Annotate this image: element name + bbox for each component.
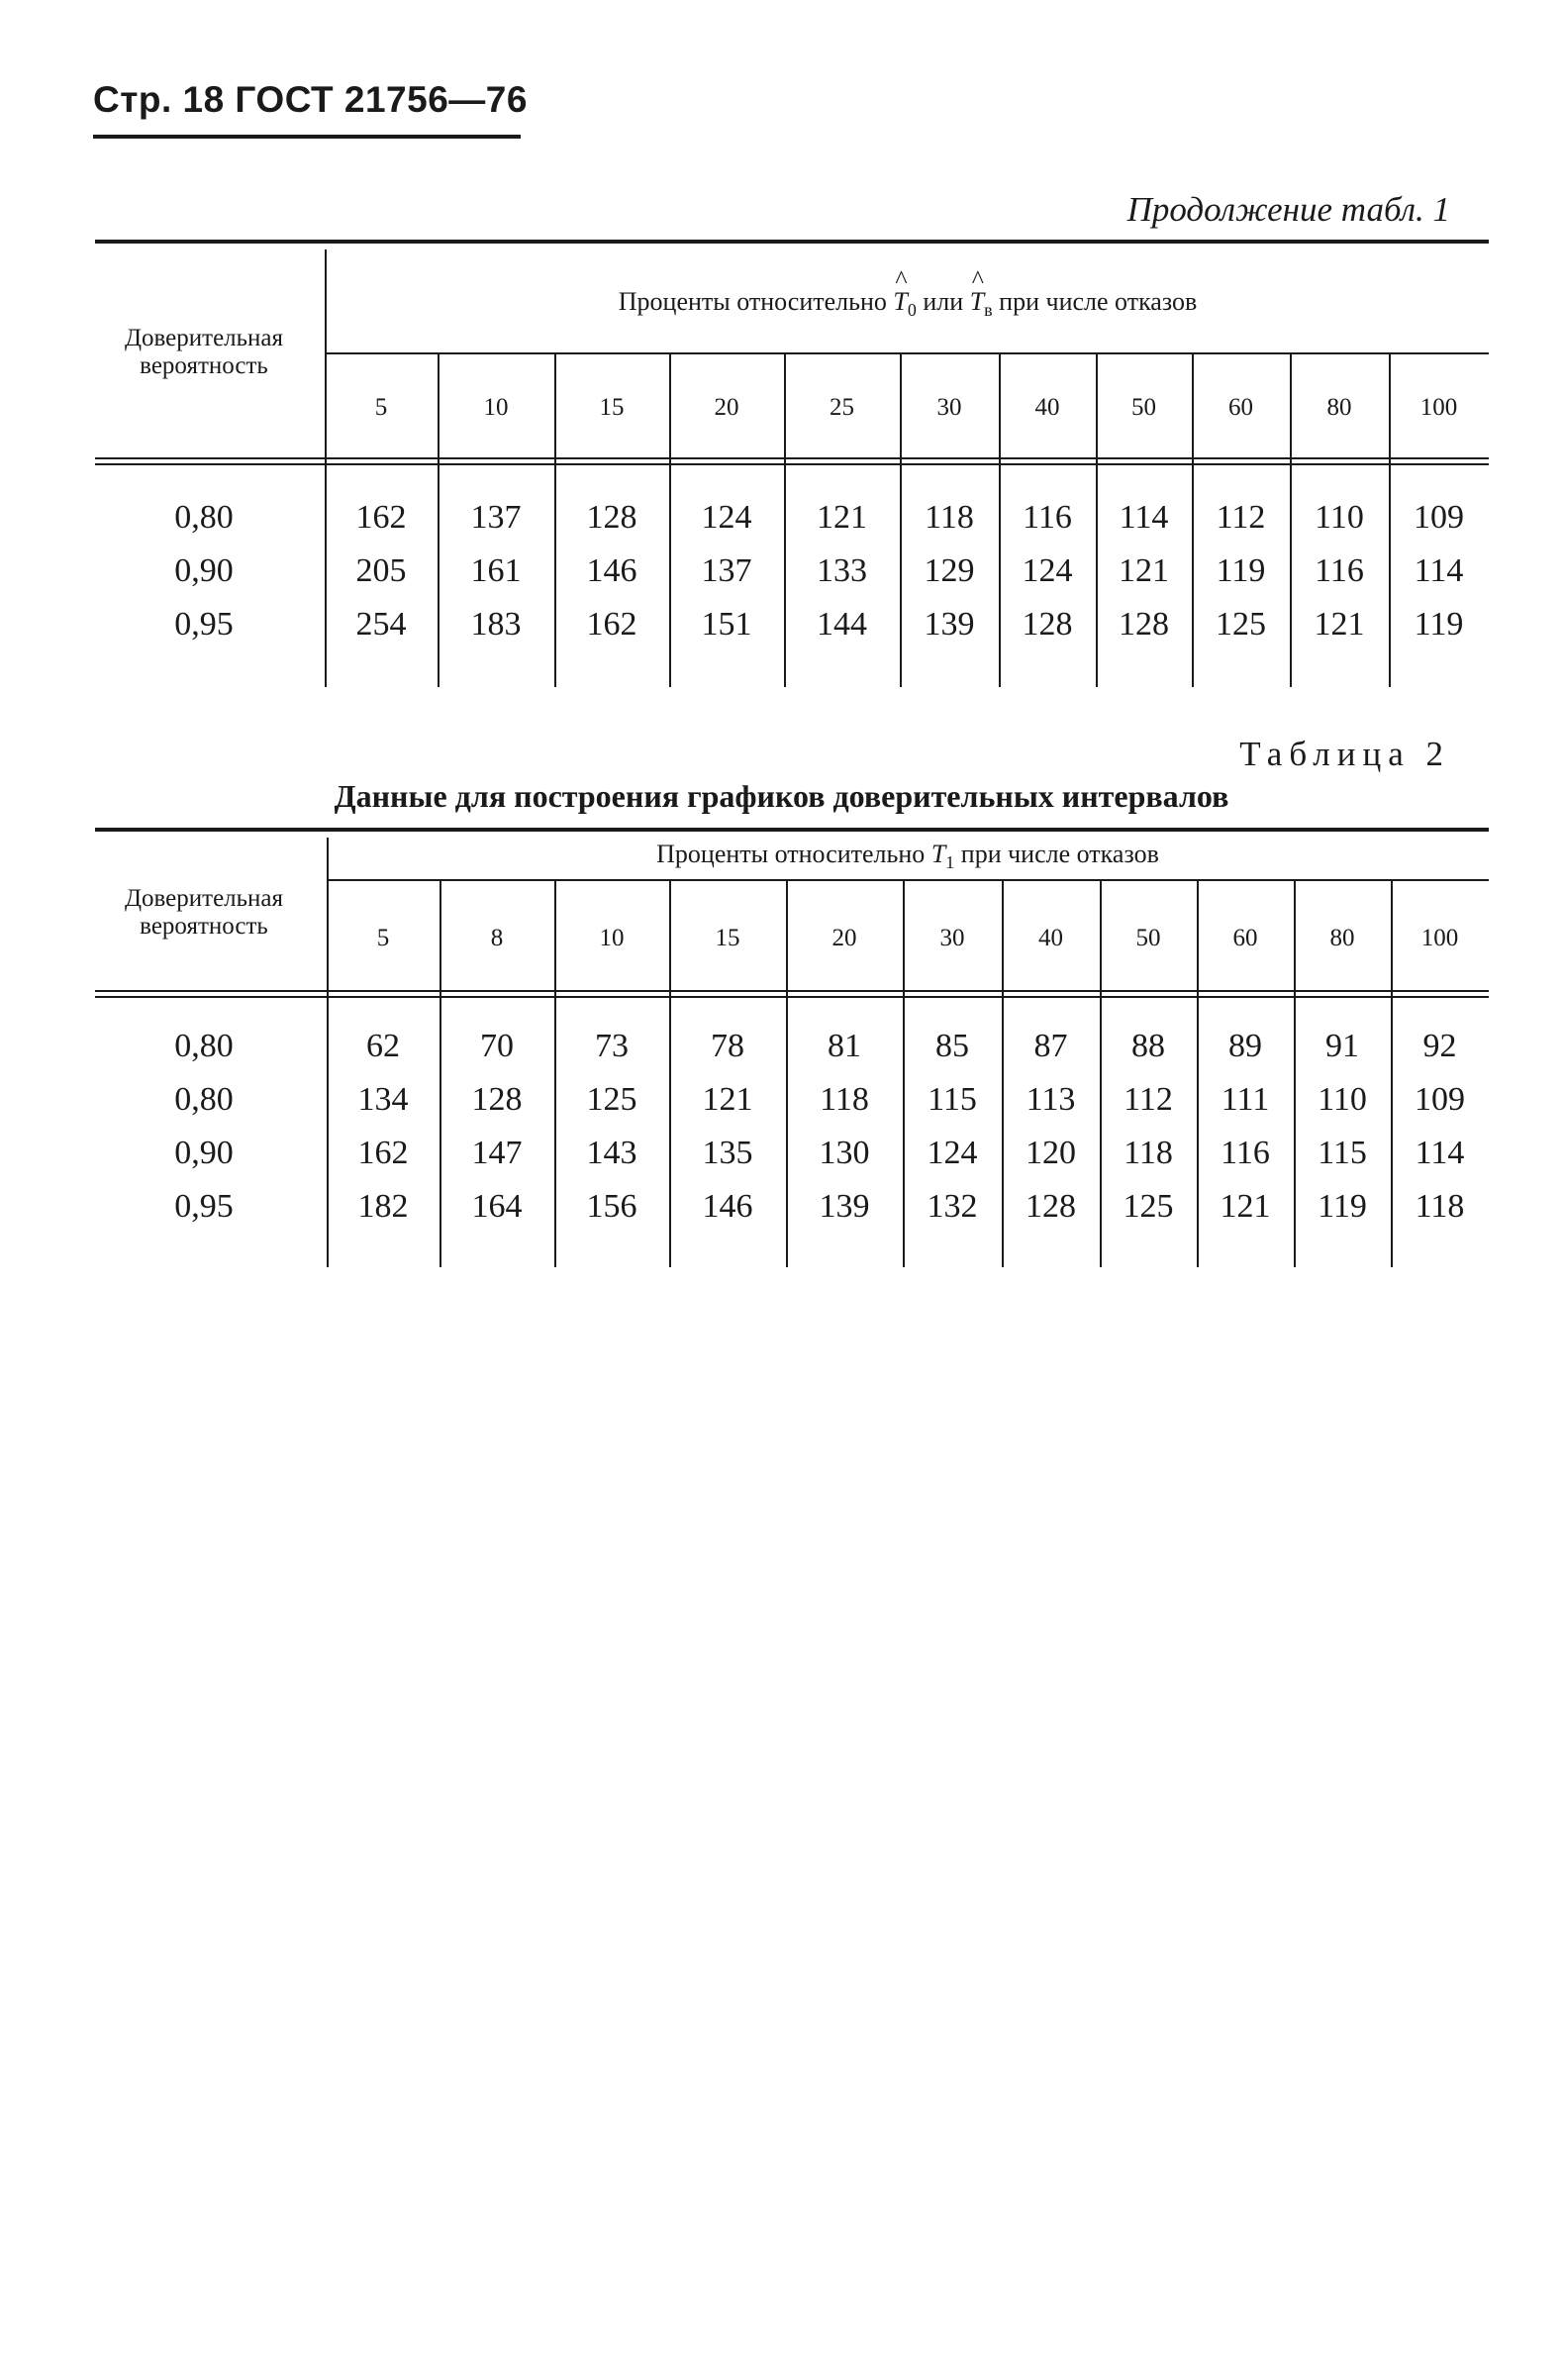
table-cell: 128 xyxy=(1119,606,1169,643)
table2-number: Таблица 2 xyxy=(1239,735,1450,773)
table-cell: 124 xyxy=(927,1135,978,1171)
row-label: 0,80 xyxy=(174,1028,234,1064)
table-cell: 121 xyxy=(702,1081,753,1118)
table-cell: 151 xyxy=(701,606,752,643)
table-cell: 118 xyxy=(1415,1188,1465,1225)
table1-continuation-label: Продолжение табл. 1 xyxy=(1126,190,1450,229)
table2 xyxy=(95,828,1489,1267)
table-cell: 183 xyxy=(470,606,522,643)
table-cell: 120 xyxy=(1026,1135,1076,1171)
table-cell: 118 xyxy=(925,499,974,536)
table-cell: 121 xyxy=(1119,552,1169,589)
hat-mark: ^ xyxy=(895,265,908,294)
table-cell: 125 xyxy=(586,1081,637,1118)
stub-header-line: вероятность xyxy=(140,352,268,379)
column-header: 15 xyxy=(599,394,625,421)
column-header: 100 xyxy=(1419,394,1458,421)
column-header: 25 xyxy=(830,394,854,421)
table-cell: 110 xyxy=(1318,1081,1367,1118)
table-cell: 146 xyxy=(586,552,637,589)
table-cell: 205 xyxy=(355,552,407,589)
row-label: 0,90 xyxy=(174,1135,234,1171)
table-cell: 143 xyxy=(586,1135,637,1171)
column-header: 20 xyxy=(831,925,857,951)
column-header: 8 xyxy=(490,925,504,951)
table1-top-rule xyxy=(95,240,1489,244)
column-header: 10 xyxy=(483,394,509,421)
table-cell: 85 xyxy=(935,1028,969,1064)
table-cell: 115 xyxy=(1318,1135,1367,1171)
symbol-subscript: 1 xyxy=(945,852,955,872)
table-cell: 109 xyxy=(1415,1081,1465,1118)
table-cell: 121 xyxy=(817,499,867,536)
symbol-letter: T xyxy=(893,287,908,316)
table-cell: 119 xyxy=(1414,606,1464,643)
table-cell: 116 xyxy=(1221,1135,1270,1171)
table-cell: 92 xyxy=(1422,1028,1457,1064)
table-cell: 118 xyxy=(820,1081,869,1118)
table-cell: 70 xyxy=(480,1028,514,1064)
stub-header-line: вероятность xyxy=(140,913,268,940)
table-cell: 182 xyxy=(357,1188,409,1225)
table-cell: 125 xyxy=(1216,606,1266,643)
table-cell: 139 xyxy=(924,606,975,643)
hat-mark: ^ xyxy=(971,265,984,294)
table-cell: 128 xyxy=(586,499,637,536)
table-cell: 81 xyxy=(828,1028,861,1064)
table-cell: 147 xyxy=(471,1135,523,1171)
table-cell: 130 xyxy=(819,1135,870,1171)
table-cell: 137 xyxy=(470,499,522,536)
group-header-text: или xyxy=(923,287,964,316)
row-label: 0,90 xyxy=(174,552,234,589)
table-cell: 161 xyxy=(470,552,522,589)
table1-stub-header xyxy=(95,325,313,380)
table-cell: 78 xyxy=(711,1028,744,1064)
group-header-text: Проценты относительно xyxy=(618,287,887,316)
symbol-letter: T xyxy=(930,840,946,868)
symbol-subscript: в xyxy=(984,300,993,320)
table-cell: 124 xyxy=(701,499,752,536)
column-header: 15 xyxy=(715,925,740,951)
table-cell: 110 xyxy=(1315,499,1364,536)
column-header: 60 xyxy=(1228,394,1253,421)
group-header-text: при числе отказов xyxy=(999,287,1198,316)
table1 xyxy=(95,240,1489,687)
table-cell: 129 xyxy=(924,552,975,589)
table-cell: 114 xyxy=(1414,552,1464,589)
table-cell: 162 xyxy=(586,606,637,643)
stub-header-line: Доверительная xyxy=(124,325,284,351)
table1-group-header xyxy=(327,265,1489,321)
column-header: 80 xyxy=(1329,925,1355,951)
table-cell: 114 xyxy=(1119,499,1169,536)
column-header: 40 xyxy=(1038,925,1063,951)
column-header: 100 xyxy=(1420,925,1459,951)
table-cell: 119 xyxy=(1216,552,1266,589)
table2-subheader-rule xyxy=(327,879,1489,881)
table-cell: 128 xyxy=(1026,1188,1076,1225)
column-header: 50 xyxy=(1131,394,1156,421)
table-cell: 128 xyxy=(471,1081,523,1118)
table-cell: 119 xyxy=(1318,1188,1367,1225)
t0-symbol xyxy=(893,265,917,321)
column-header: 20 xyxy=(714,394,739,421)
row-label: 0,95 xyxy=(174,1188,234,1225)
table-cell: 254 xyxy=(355,606,407,643)
symbol-subscript: 0 xyxy=(907,300,917,320)
table-cell: 116 xyxy=(1023,499,1072,536)
t1-symbol xyxy=(931,840,954,873)
table-cell: 164 xyxy=(471,1188,523,1225)
column-header: 30 xyxy=(939,925,965,951)
table-cell: 89 xyxy=(1228,1028,1262,1064)
column-header: 80 xyxy=(1326,394,1352,421)
group-header-text: Проценты относительно xyxy=(656,840,926,868)
table-cell: 114 xyxy=(1415,1135,1465,1171)
column-header: 50 xyxy=(1135,925,1161,951)
column-header: 5 xyxy=(376,925,390,951)
table2-stub-header xyxy=(95,885,313,941)
column-header: 40 xyxy=(1034,394,1060,421)
table-cell: 162 xyxy=(357,1135,409,1171)
table-cell: 115 xyxy=(928,1081,977,1118)
table-cell: 121 xyxy=(1220,1188,1271,1225)
table2-group-header xyxy=(327,840,1489,873)
table-cell: 62 xyxy=(366,1028,400,1064)
table-cell: 88 xyxy=(1131,1028,1165,1064)
table-cell: 162 xyxy=(355,499,407,536)
table-cell: 146 xyxy=(702,1188,753,1225)
table-cell: 111 xyxy=(1221,1081,1270,1118)
row-label: 0,95 xyxy=(174,606,234,643)
table-cell: 121 xyxy=(1314,606,1365,643)
table-cell: 116 xyxy=(1315,552,1364,589)
table-cell: 128 xyxy=(1022,606,1073,643)
column-header: 30 xyxy=(936,394,962,421)
table1-subheader-rule xyxy=(327,352,1489,354)
column-header: 5 xyxy=(374,394,388,421)
table-cell: 144 xyxy=(817,606,867,643)
column-header: 60 xyxy=(1232,925,1258,951)
table-cell: 135 xyxy=(702,1135,753,1171)
group-header-text: при числе отказов xyxy=(960,840,1159,868)
column-header: 10 xyxy=(599,925,625,951)
row-label: 0,80 xyxy=(174,499,234,536)
table2-top-rule xyxy=(95,828,1489,832)
table-cell: 118 xyxy=(1123,1135,1173,1171)
page-header: Стр. 18 ГОСТ 21756—76 xyxy=(93,79,528,120)
table-cell: 112 xyxy=(1216,499,1266,536)
row-label: 0,80 xyxy=(174,1081,234,1118)
table-cell: 109 xyxy=(1414,499,1464,536)
symbol-letter: T xyxy=(969,287,985,316)
table-cell: 91 xyxy=(1325,1028,1359,1064)
table-cell: 139 xyxy=(819,1188,870,1225)
tv-symbol xyxy=(969,265,993,321)
table-cell: 73 xyxy=(595,1028,629,1064)
table-cell: 137 xyxy=(701,552,752,589)
table-cell: 134 xyxy=(357,1081,409,1118)
table-cell: 132 xyxy=(927,1188,978,1225)
table2-title: Данные для построения графиков доверительных интервалов xyxy=(334,778,1229,814)
table-cell: 125 xyxy=(1123,1188,1174,1225)
table-cell: 124 xyxy=(1022,552,1073,589)
table-cell: 113 xyxy=(1026,1081,1076,1118)
stub-header-line: Доверительная xyxy=(124,885,284,912)
header-rule xyxy=(93,135,521,139)
table-cell: 112 xyxy=(1123,1081,1173,1118)
table-cell: 87 xyxy=(1033,1028,1068,1064)
table-cell: 133 xyxy=(817,552,867,589)
table-cell: 156 xyxy=(586,1188,637,1225)
